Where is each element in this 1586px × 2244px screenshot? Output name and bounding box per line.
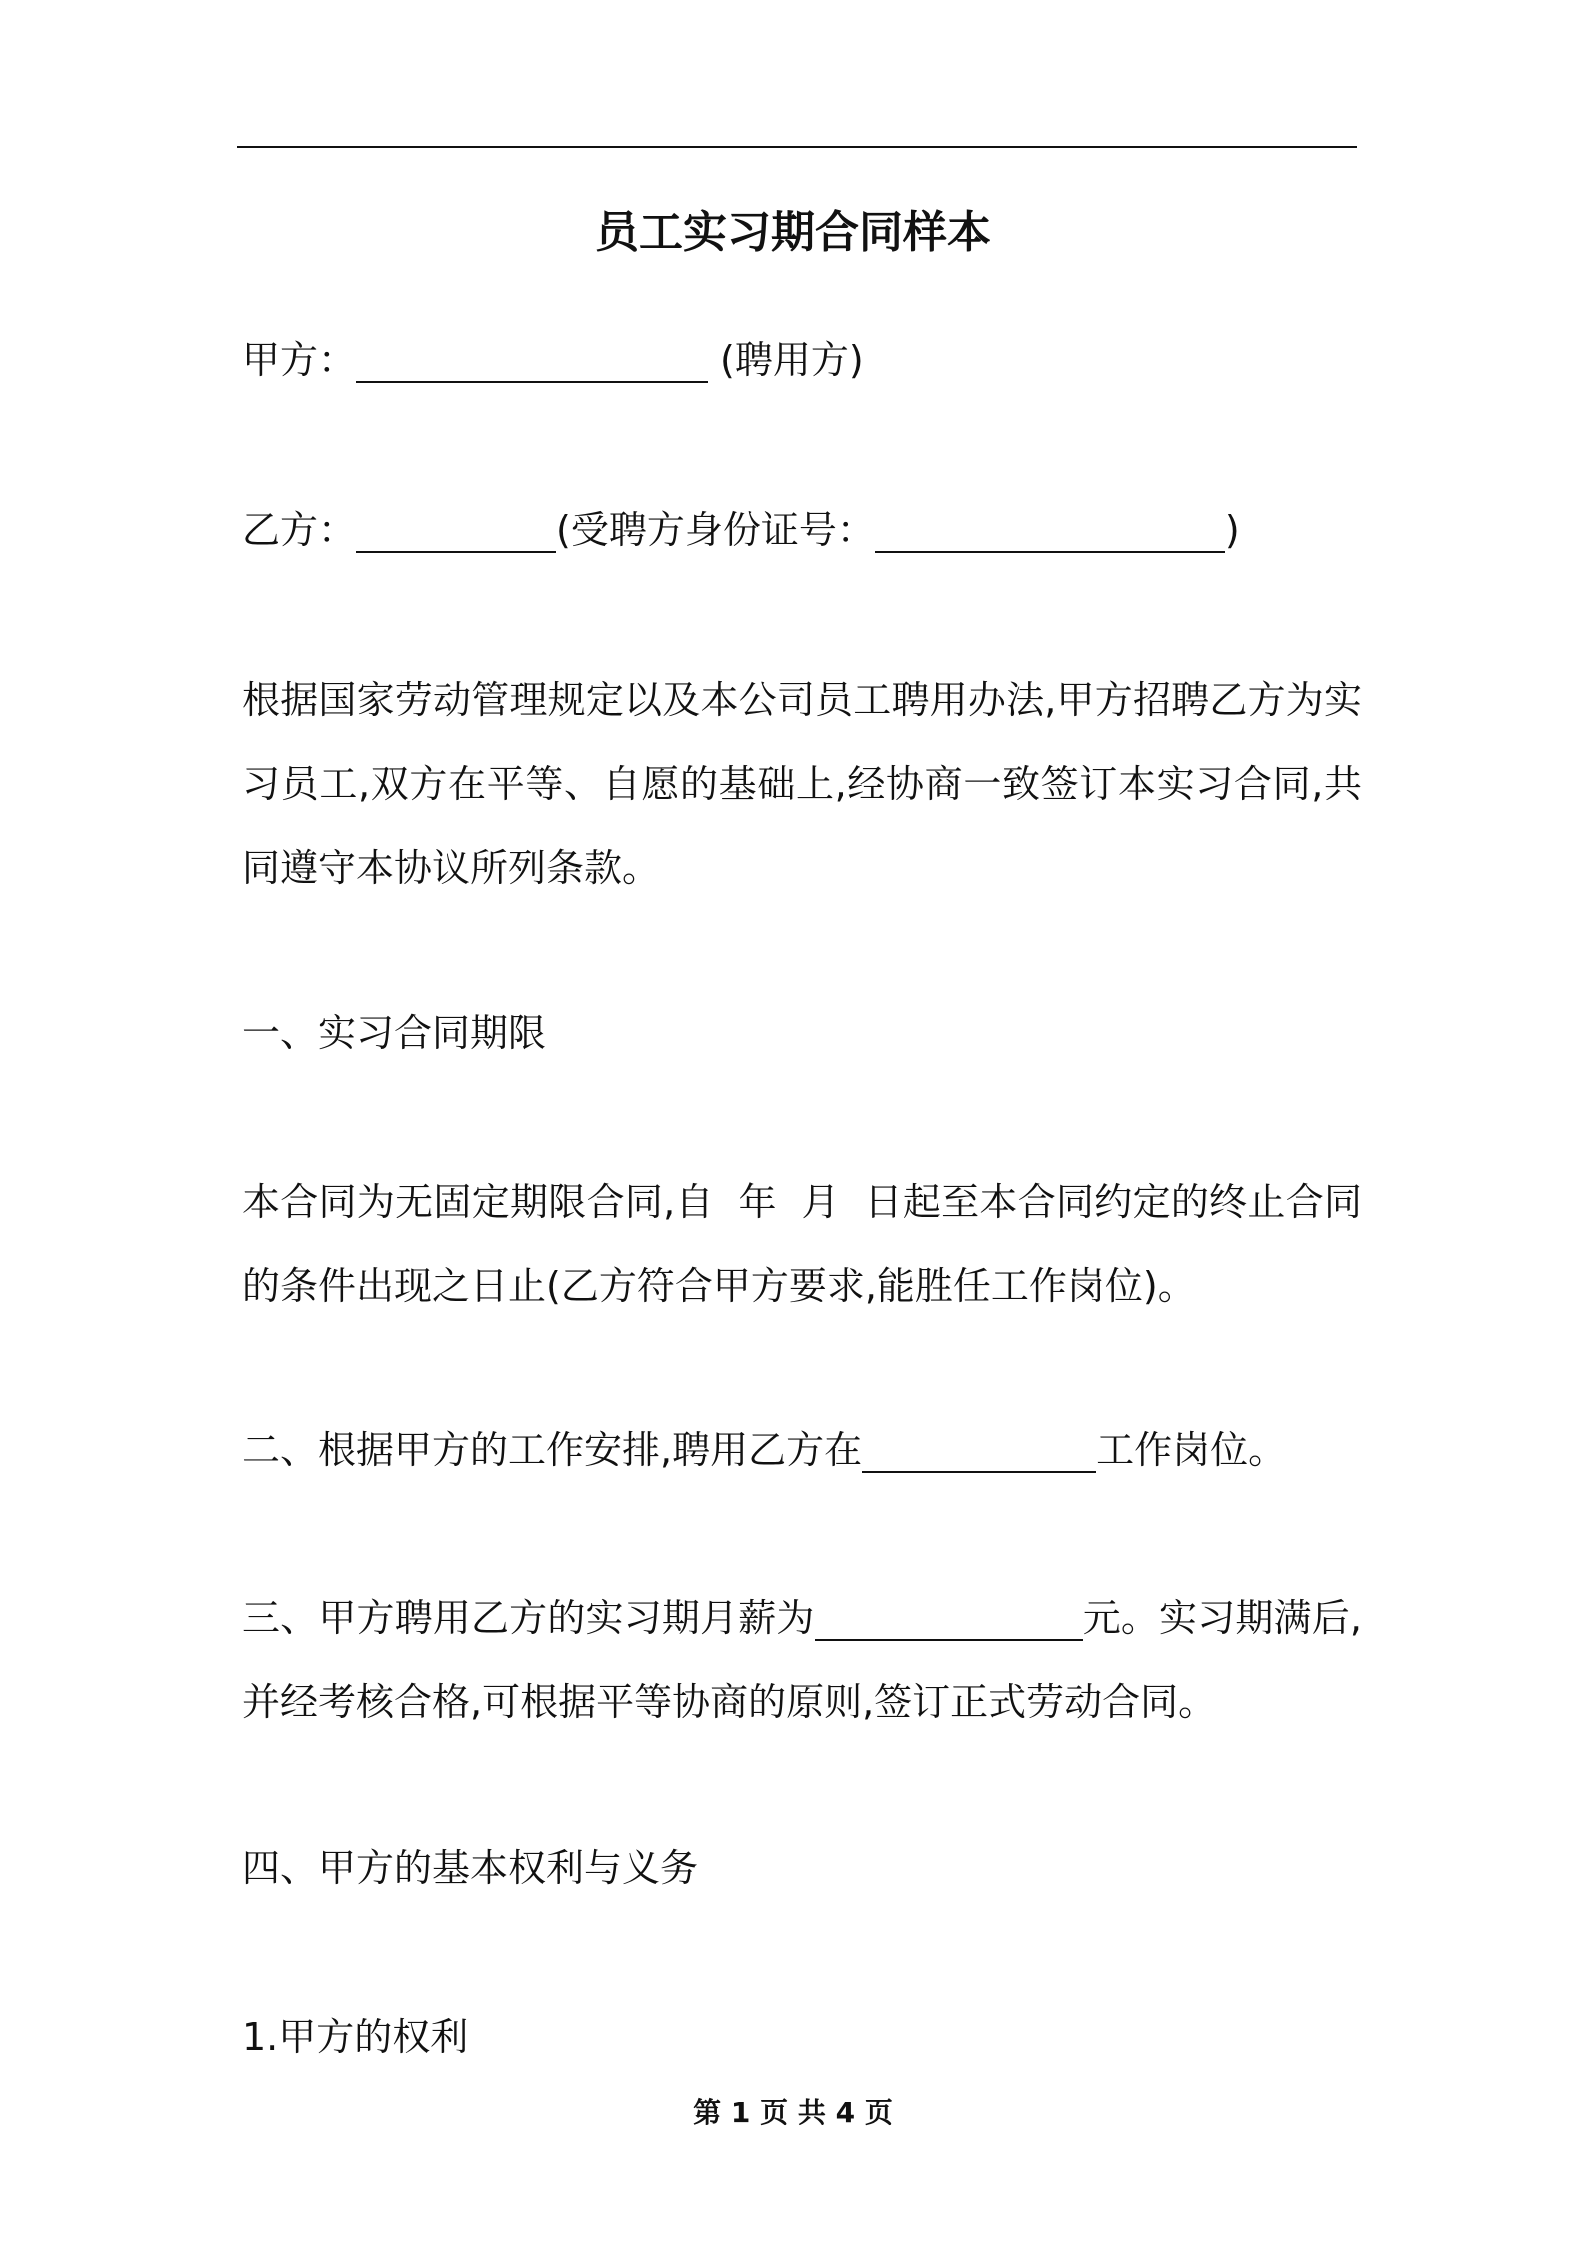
party-a-blank[interactable] xyxy=(356,341,708,383)
section-1-body: 本合同为无固定期限合同,自 年 月 日起至本合同约定的终止合同的条件出现之日止(乙方符合甲方要求,能胜任工作岗位)。 xyxy=(242,1180,1362,1308)
party-a-label: 甲方： xyxy=(242,338,357,382)
section-2-prefix: 二、根据甲方的工作安排,聘用乙方在 xyxy=(242,1428,863,1472)
section-2-position-blank[interactable] xyxy=(862,1431,1096,1473)
party-b-id-blank[interactable] xyxy=(875,511,1225,553)
header-rule xyxy=(237,146,1357,148)
section-2-line xyxy=(242,1425,1286,1475)
intro-paragraph: 根据国家劳动管理规定以及本公司员工聘用办法,甲方招聘乙方为实习员工,双方在平等、自愿的基础上,经协商一致签订本实习合同,共同遵守本协议所列条款。 xyxy=(242,678,1362,890)
subsection-1-heading: 1.甲方的权利 xyxy=(242,2015,469,2059)
party-a-suffix: (聘用方) xyxy=(720,338,864,382)
party-b-label: 乙方： xyxy=(242,508,357,552)
section-4-heading: 四、甲方的基本权利与义务 xyxy=(242,1846,699,1890)
page-number: 第 1 页 共 4 页 xyxy=(693,2096,893,2129)
party-b-name-blank[interactable] xyxy=(356,511,556,553)
document-title: 员工实习期合同样本 xyxy=(595,207,991,258)
party-b-line xyxy=(242,505,1240,555)
party-a-line xyxy=(242,335,864,385)
section-1-heading: 一、实习合同期限 xyxy=(242,1011,547,1055)
section-2-suffix: 工作岗位。 xyxy=(1096,1428,1287,1472)
section-3-prefix: 三、甲方聘用乙方的实习期月薪为 xyxy=(242,1596,815,1640)
section-3-salary-blank[interactable] xyxy=(815,1599,1083,1641)
section-3-paragraph xyxy=(242,1576,1362,1744)
section-3-suffix: 元。实习期满后,并经考核合格,可根据平等协商的原则,签订正式劳动合同。 xyxy=(242,1596,1362,1724)
party-b-id-label: (受聘方身份证号： xyxy=(556,508,875,552)
party-b-id-close: ) xyxy=(1224,508,1240,552)
